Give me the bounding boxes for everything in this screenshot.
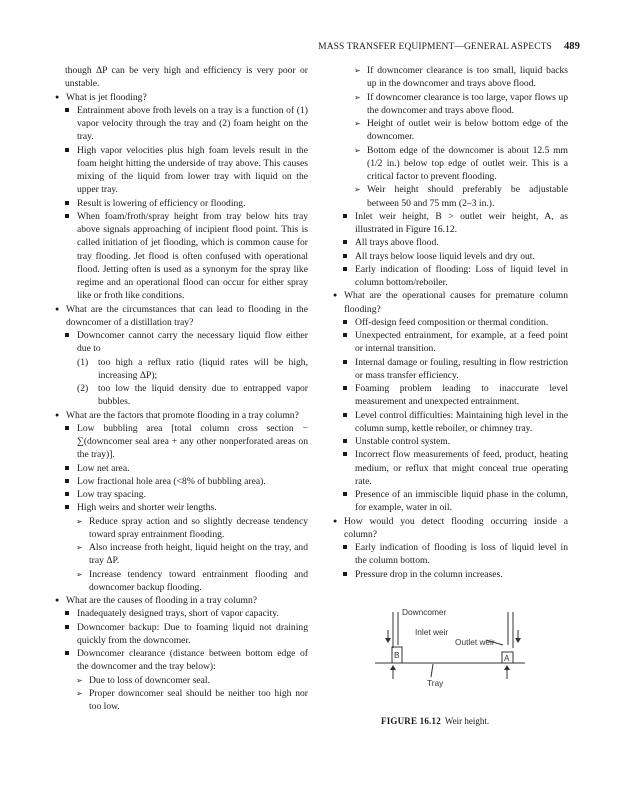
list-item: Pressure drop in the column increases. xyxy=(332,568,568,581)
list-item: Result is lowering of efficiency or flooding. xyxy=(54,197,308,210)
list-item: Level control difficulties: Maintaining high level in the column sump, kettle reboiler, or chimney tray. xyxy=(332,409,568,436)
sub-item: ➢ Height of outlet weir is below bottom edge of the downcomer. xyxy=(332,117,568,144)
label-inlet-weir: Inlet weir xyxy=(415,627,449,637)
arrowhead xyxy=(390,665,396,670)
figure-caption xyxy=(381,716,489,726)
list-item: Low fractional hole area (<8% of bubbling area). xyxy=(54,475,308,488)
running-header xyxy=(0,41,580,52)
question-flooding-factors: ● What are the factors that promote flooding in a tray column? xyxy=(54,409,308,422)
list-item: Low net area. xyxy=(54,462,308,475)
arrowhead xyxy=(504,665,510,670)
paragraph: though ΔP can be very high and efficiency is very poor or unstable. xyxy=(65,65,308,90)
arrowhead xyxy=(385,638,391,643)
caption-label: FIGURE 16.12 xyxy=(381,716,441,726)
tray-leader xyxy=(431,664,433,677)
item-text: too low the liquid density due to entrapped vapor bubbles. xyxy=(98,383,308,408)
list-item: All trays below loose liquid levels and dry out. xyxy=(332,250,568,263)
running-title: MASS TRANSFER EQUIPMENT—GENERAL ASPECTS xyxy=(318,42,552,52)
list-item: Downcomer cannot carry the necessary liquid flow either due to xyxy=(54,329,308,356)
numbered-item xyxy=(54,356,308,383)
list-item: Downcomer backup: Due to foaming liquid not draining quickly from the downcomer. xyxy=(54,621,308,648)
label-outlet-weir: Outlet weir xyxy=(455,637,495,647)
list-item: Early indication of flooding: Loss of liquid level in column bottom/reboiler. xyxy=(332,263,568,290)
list-item: Foaming problem leading to inaccurate level measurement and unexpected entrainment. xyxy=(332,382,568,409)
sub-item: ➢ If downcomer clearance is too large, vapor flows up the downcomer and trays above flood. xyxy=(332,91,568,118)
figure-weir-height xyxy=(375,600,525,715)
list-item: All trays above flood. xyxy=(332,236,568,249)
list-item: Internal damage or fouling, resulting in flow restriction or mass transfer efficiency. xyxy=(332,356,568,383)
sub-item: ➢ Proper downcomer seal should be neither too high nor too low. xyxy=(54,687,308,714)
list-item: Unstable control system. xyxy=(332,435,568,448)
sub-item: ➢ Bottom edge of the downcomer is about 12.5 mm (1/2 in.) below top edge of outlet weir. This is a critical factor to prevent flooding. xyxy=(332,144,568,184)
list-item: High weirs and shorter weir lengths. xyxy=(54,501,308,514)
list-item: Inlet weir height, B > outlet weir height, A, as illustrated in Figure 16.12. xyxy=(332,210,568,237)
arrowhead xyxy=(515,638,521,643)
list-item: Low tray spacing. xyxy=(54,488,308,501)
sub-item: ➢ Weir height should preferably be adjustable between 50 and 75 mm (2–3 in.). xyxy=(332,183,568,210)
item-number: (1) xyxy=(77,356,89,368)
sub-item: ➢ Increase tendency toward entrainment flooding and downcomer backup flooding. xyxy=(54,568,308,595)
item-text: too high a reflux ratio (liquid rates will be high, increasing ΔP); xyxy=(98,356,308,381)
list-item: High vapor velocities plus high foam levels result in the foam height hitting the underside of tray above. This causes mixing of the liquid from lower tray with liquid on the upper tray. xyxy=(54,144,308,197)
label-a: A xyxy=(504,653,510,663)
label-tray: Tray xyxy=(427,678,444,688)
list-item: Incorrect flow measurements of feed, product, heating medium, or reflux that might conceal true operating rate. xyxy=(332,448,568,488)
list-item: Inadequately designed trays, short of vapor capacity. xyxy=(54,607,308,620)
sub-item: ➢ Due to loss of downcomer seal. xyxy=(54,674,308,687)
list-item: Unexpected entrainment, for example, at a feed point or internal transition. xyxy=(332,329,568,356)
list-item: Early indication of flooding is loss of liquid level in the column bottom. xyxy=(332,541,568,568)
left-column xyxy=(54,64,308,713)
label-downcomer: Downcomer xyxy=(402,607,447,617)
sub-item: ➢ Reduce spray action and so slightly decrease tendency toward spray entrainment flooding. xyxy=(54,515,308,542)
item-number: (2) xyxy=(77,383,89,394)
question-jet-flooding: ● What is jet flooding? xyxy=(54,91,308,104)
question-downcomer-circumstances: ● What are the circumstances that can lead to flooding in the downcomer of a distillation tray? xyxy=(54,303,308,330)
question-operational-causes: ● What are the operational causes for premature column flooding? xyxy=(332,289,568,316)
page-number: 489 xyxy=(563,41,580,52)
question-detect-flooding: ● How would you detect flooding occurring inside a column? xyxy=(332,515,568,542)
list-item: Off-design feed composition or thermal condition. xyxy=(332,316,568,329)
right-column xyxy=(332,64,568,581)
list-item: When foam/froth/spray height from tray below hits tray above signals approaching of incipient flood point. This is called initiation of jet flooding, which is common cause for tray flooding. Jet flood is often confused with operational flood. Jetting often is used as a synonym for the spray like regime and an operational flood can occur for either spray like or froth like conditions. xyxy=(54,210,308,303)
caption-text: Weir height. xyxy=(444,716,490,726)
list-item: Presence of an immiscible liquid phase in the column, for example, water in oil. xyxy=(332,488,568,515)
question-flooding-causes: ● What are the causes of flooding in a tray column? xyxy=(54,594,308,607)
sub-item: ➢ Also increase froth height, liquid height on the tray, and tray ΔP. xyxy=(54,541,308,568)
numbered-item xyxy=(54,382,308,409)
list-item: Entrainment above froth levels on a tray is a function of (1) vapor velocity through the tray and (2) foam height on the tray. xyxy=(54,104,308,144)
label-b: B xyxy=(394,650,400,660)
list-item: Low bubbling area [total column cross section − ∑(downcomer seal area + any other nonperforated areas on the tray)]. xyxy=(54,422,308,462)
list-item: Downcomer clearance (distance between bottom edge of the downcomer and the tray below): xyxy=(54,647,308,674)
sub-item: ➢ If downcomer clearance is too small, liquid backs up in the downcomer and trays above flood. xyxy=(332,64,568,91)
